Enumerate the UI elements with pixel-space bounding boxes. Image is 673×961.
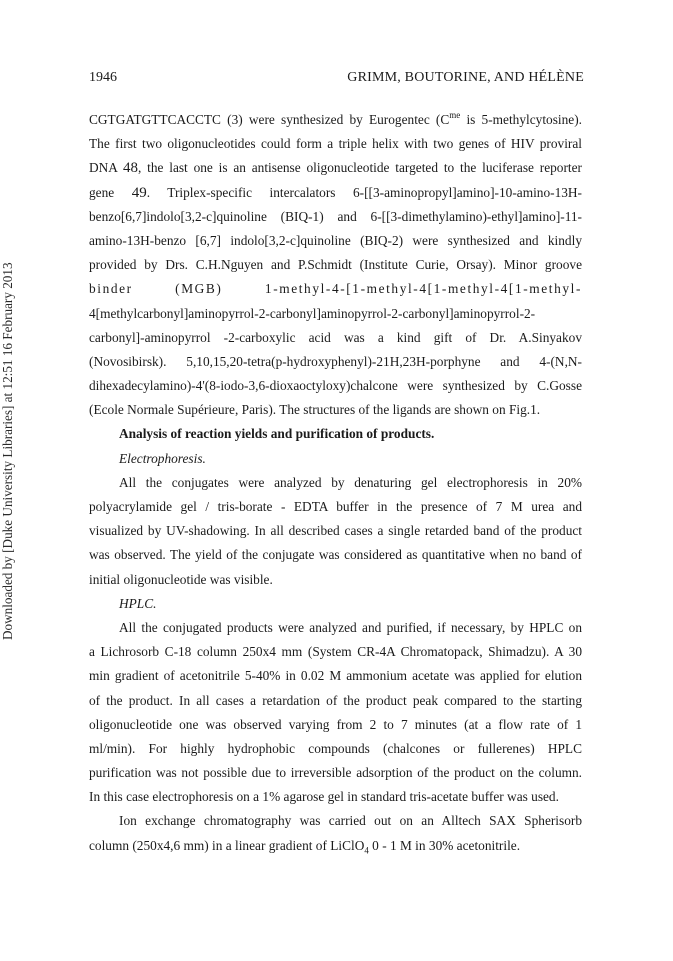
reference-number: 49 [131,184,147,201]
text-line: provided by Drs. C.H.Nguyen and P.Schmidt (Institute Curie, Orsay). Minor groove [89,257,582,273]
text-line: purification was not possible due to irreversible adsorption of the product on the column. [89,765,582,781]
page-number: 1946 [89,70,117,85]
download-notice: Downloaded by [Duke University Libraries] at 12:51 16 February 2013 [0,262,15,640]
text-line: binder (MGB) 1-methyl-4-[1-methyl-4[1-methyl-4[1-methyl- [89,281,582,297]
text-line: 4[methylcarbonyl]aminopyrrol-2-carbonyl]aminopyrrol-2-carbonyl]aminopyrrol-2- [89,305,536,321]
text-line: All the conjugates were analyzed by denaturing gel electrophoresis in 20% [119,474,582,490]
text-line: The first two oligonucleotides could form a triple helix with two genes of HIV proviral [89,136,582,152]
subsection-heading: HPLC. [119,595,157,611]
text-line: Ion exchange chromatography was carried out on an Alltech SAX Spherisorb [119,813,582,829]
text-line: ml/min). For highly hydrophobic compounds (chalcones or fullerenes) HPLC [89,740,582,756]
text-line: In this case electrophoresis on a 1% agarose gel in standard tris-acetate buffer was used. [89,789,559,805]
text-line: of the product. In all cases a retardation of the product peak compared to the starting [89,692,582,708]
text-line: polyacrylamide gel / tris-borate - EDTA buffer in the presence of 7 M urea and [89,499,582,514]
text-line: visualized by UV-shadowing. In all described cases a single retarded band of the product [89,523,582,539]
text-line: dihexadecylamino)-4'(8-iodo-3,6-dioxaoctyloxy)chalcone were synthesized by C.Gosse [89,378,582,394]
text-line: oligonucleotide one was observed varying from 2 to 7 minutes (at a flow rate of 1 [89,716,582,732]
text-line: DNA 48, the last one is an antisense oligonucleotide targeted to the luciferase reporter [89,160,582,177]
reference-number: 48 [122,160,138,177]
text-line: All the conjugated products were analyzed and purified, if necessary, by HPLC on [119,619,582,635]
text-line: (Novosibirsk). 5,10,15,20-tetra(p-hydroxyphenyl)-21H,23H-porphyne and 4-(N,N- [89,353,582,369]
text-line: CGTGATGTTCACCTC (3) were synthesized by Eurogentec ($C^{me}$ is 5-methylcytosine). [89,110,582,127]
text-line: (Ecole Normale Supérieure, Paris). The structures of the ligands are shown on Fig.1. [89,402,541,418]
text-line: gene 49. Triplex-specific intercalators 6-[[3-aminopropyl]amino]-10-amino-13H- [89,184,582,201]
superscript: me [449,110,461,120]
subsection-heading: Electrophoresis. [119,450,206,466]
text-line: initial oligonucleotide was visible. [89,571,273,587]
text-line: min gradient of acetonitrile 5-40% in 0.02 M ammonium acetate was applied for elution [89,668,582,684]
text-line: column (250x4,6 mm) in a linear gradient of LiClO$_4$ 0 - 1 M in 30% acetonitrile. [89,837,521,856]
text-line: benzo[6,7]indolo[3,2-c]quinoline (BIQ-1) and 6-[[3-dimethylamino)-ethyl]amino]-11- [89,208,582,224]
text-line: amino-13H-benzo [6,7] indolo[3,2-c]quinoline (BIQ-2) were synthesized and kindly [89,232,582,248]
text-line: was observed. The yield of the conjugate was considered as quantitative when no band of [89,547,582,563]
running-title: GRIMM, BOUTORINE, AND HÉLÈNE [347,70,584,85]
section-heading: Analysis of reaction yields and purification of products. [119,426,435,442]
body-text [89,108,582,858]
text-line: carbonyl]-aminopyrrol -2-carboxylic acid was a kind gift of Dr. A.Sinyakov [89,329,582,345]
text-line: a Lichrosorb C-18 column 250x4 mm (System CR-4A Chromatopack, Shimadzu). A 30 [89,644,582,660]
subscript: 4 [364,845,369,856]
